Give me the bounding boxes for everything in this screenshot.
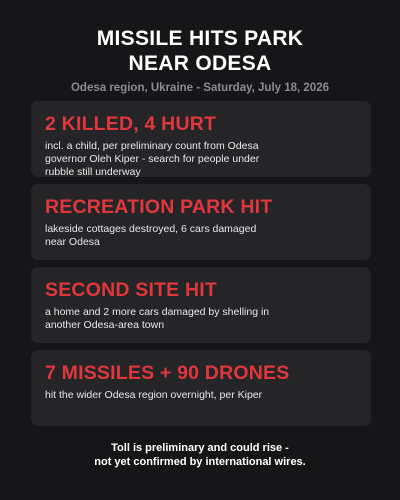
fact-card-second-site (31, 267, 371, 343)
card-body: a home and 2 more cars damaged by shelling in another Odesa-area town (45, 306, 270, 331)
title-line-2: NEAR ODESA (128, 52, 272, 75)
header (0, 26, 400, 94)
card-body: incl. a child, per preliminary count from Odesa governor Oleh Kiper - search for people under rubble still underway (45, 140, 260, 178)
card-headline: RECREATION PARK HIT (45, 196, 273, 218)
fact-card-casualties (31, 101, 371, 177)
fact-card-park (31, 184, 371, 260)
card-headline: SECOND SITE HIT (45, 279, 218, 301)
title-line-1: MISSILE HITS PARK (96, 27, 304, 50)
footer-line-2: not yet confirmed by international wires. (94, 456, 306, 468)
card-headline: 7 MISSILES + 90 DRONES (45, 362, 290, 384)
footer-line-1: Toll is preliminary and could rise - (111, 442, 289, 454)
fact-card-missiles-drones (31, 350, 371, 426)
footer-note (0, 441, 400, 469)
card-headline: 2 KILLED, 4 HURT (45, 113, 217, 135)
dateline: Odesa region, Ukraine - Saturday, July 18, 2026 (70, 82, 329, 94)
page-title (0, 26, 400, 76)
card-body: lakeside cottages destroyed, 6 cars damaged near Odesa (45, 223, 257, 248)
card-body: hit the wider Odesa region overnight, per Kiper (45, 389, 263, 401)
